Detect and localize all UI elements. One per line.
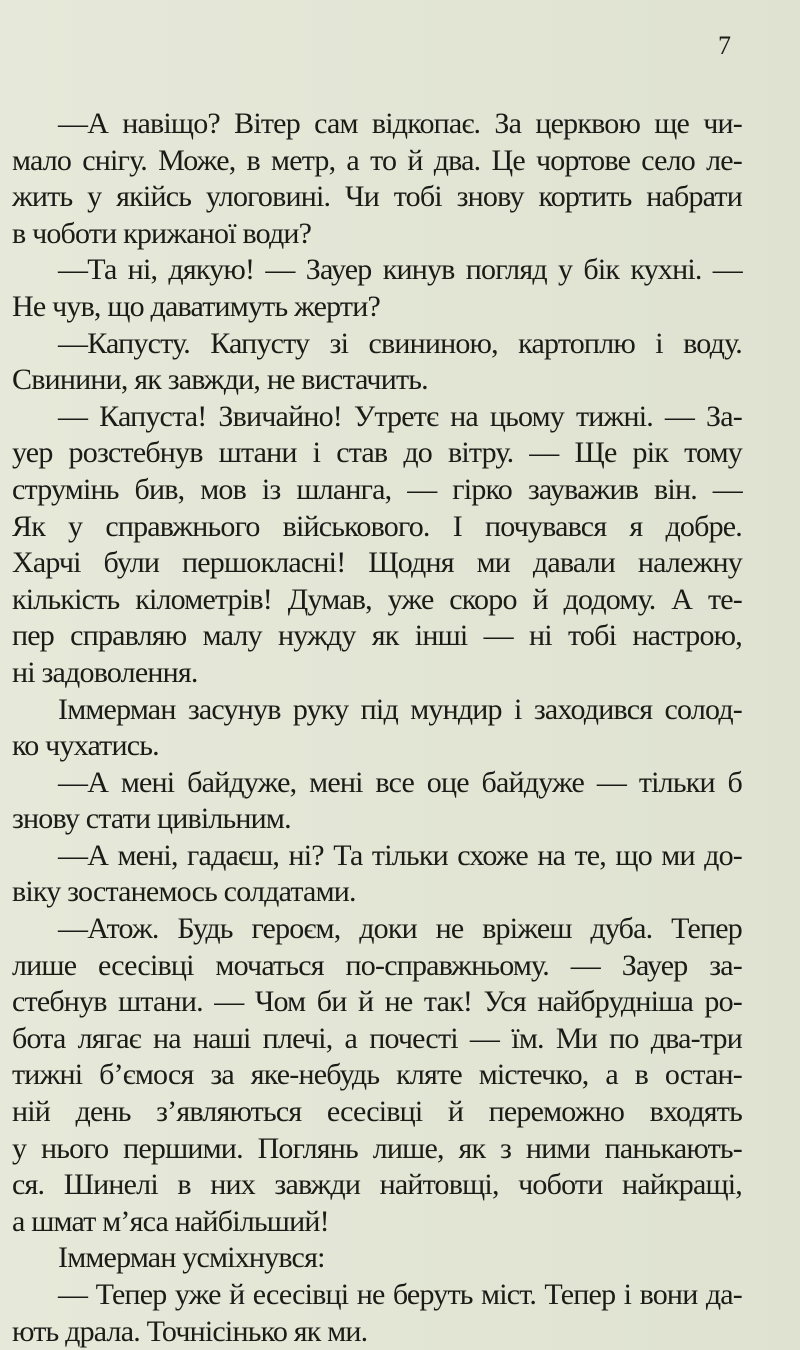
text-line: — Капуста! Звичайно! Утретє на цьому тижні. — За-	[58, 399, 742, 433]
text-line: ко чухатись.	[12, 729, 159, 763]
text-line: ють драла. Точнісінько як ми.	[12, 1314, 368, 1348]
text-line: у нього першими. Поглянь лише, як з ними панькають-	[12, 1131, 742, 1165]
text-line: а шмат м’яса найбільший!	[12, 1204, 329, 1238]
text-line: знову стати цивільним.	[12, 802, 291, 836]
page-number: 7	[718, 31, 731, 60]
text-line: —А навіщо? Вітер сам відкопає. За церквою ще чи-	[58, 107, 742, 140]
text-line: ся. Шинелі в них завжди найтовщі, чоботи найкращі,	[12, 1168, 742, 1202]
text-line: Іммерман засунув руку під мундир і заходився солод-	[58, 692, 742, 726]
text-line: уер розстебнув штани і став до вітру. — Ще рік тому	[12, 436, 742, 470]
text-line: тижні б’ємося за яке-небудь кляте містечко, а в остан-	[12, 1058, 742, 1092]
text-line: струмінь бив, мов із шланга, — гірко зауважив він. —	[12, 472, 742, 506]
text-line: Харчі були першокласні! Щодня ми давали належну	[12, 546, 742, 580]
text-line: лише есесівці мочаться по-справжньому. — Зауер за-	[12, 948, 742, 982]
text-line: —А мені, гадаєш, ні? Та тільки схоже на те, що ми до-	[58, 838, 742, 872]
text-line: —Капусту. Капусту зі свининою, картоплю і воду.	[58, 326, 742, 360]
body-text	[12, 106, 742, 1350]
text-line: Іммерман усміхнувся:	[58, 1241, 325, 1275]
text-line: пер справляю малу нужду як інші — ні тобі настрою,	[12, 619, 742, 653]
text-line: ні задоволення.	[12, 655, 198, 689]
text-line: —Атож. Будь героєм, доки не вріжеш дуба. Тепер	[58, 912, 742, 946]
text-line: Як у справжнього військового. І почувався я добре.	[12, 509, 742, 543]
text-line: —Та ні, дякую! — Зауер кинув погляд у бік кухні. —	[58, 253, 742, 287]
text-line: ній день з’являються есесівці й переможно входять	[12, 1095, 742, 1129]
text-line: стебнув штани. — Чом би й не так! Уся найбрудніша ро-	[12, 985, 742, 1019]
text-line: віку зостанемось солдатами.	[12, 875, 356, 909]
text-line: бота лягає на наші плечі, а почесті — їм. Ми по два-три	[12, 1021, 742, 1055]
text-line: —А мені байдуже, мені все оце байдуже — тільки б	[58, 765, 742, 799]
text-line: — Тепер уже й есесівці не беруть міст. Тепер і вони да-	[58, 1278, 742, 1311]
text-line: кількість кілометрів! Думав, уже скоро й додому. А те-	[12, 582, 742, 616]
text-line: Свинини, як завжди, не вистачить.	[12, 363, 428, 397]
text-line: мало снігу. Може, в метр, а то й два. Це чортове село ле-	[12, 143, 742, 177]
text-line: жить у якійсь улоговині. Чи тобі знову кортить набрати	[12, 180, 742, 214]
text-line: в чоботи крижаної води?	[12, 216, 312, 250]
text-line: Не чув, що даватимуть жерти?	[12, 289, 380, 323]
